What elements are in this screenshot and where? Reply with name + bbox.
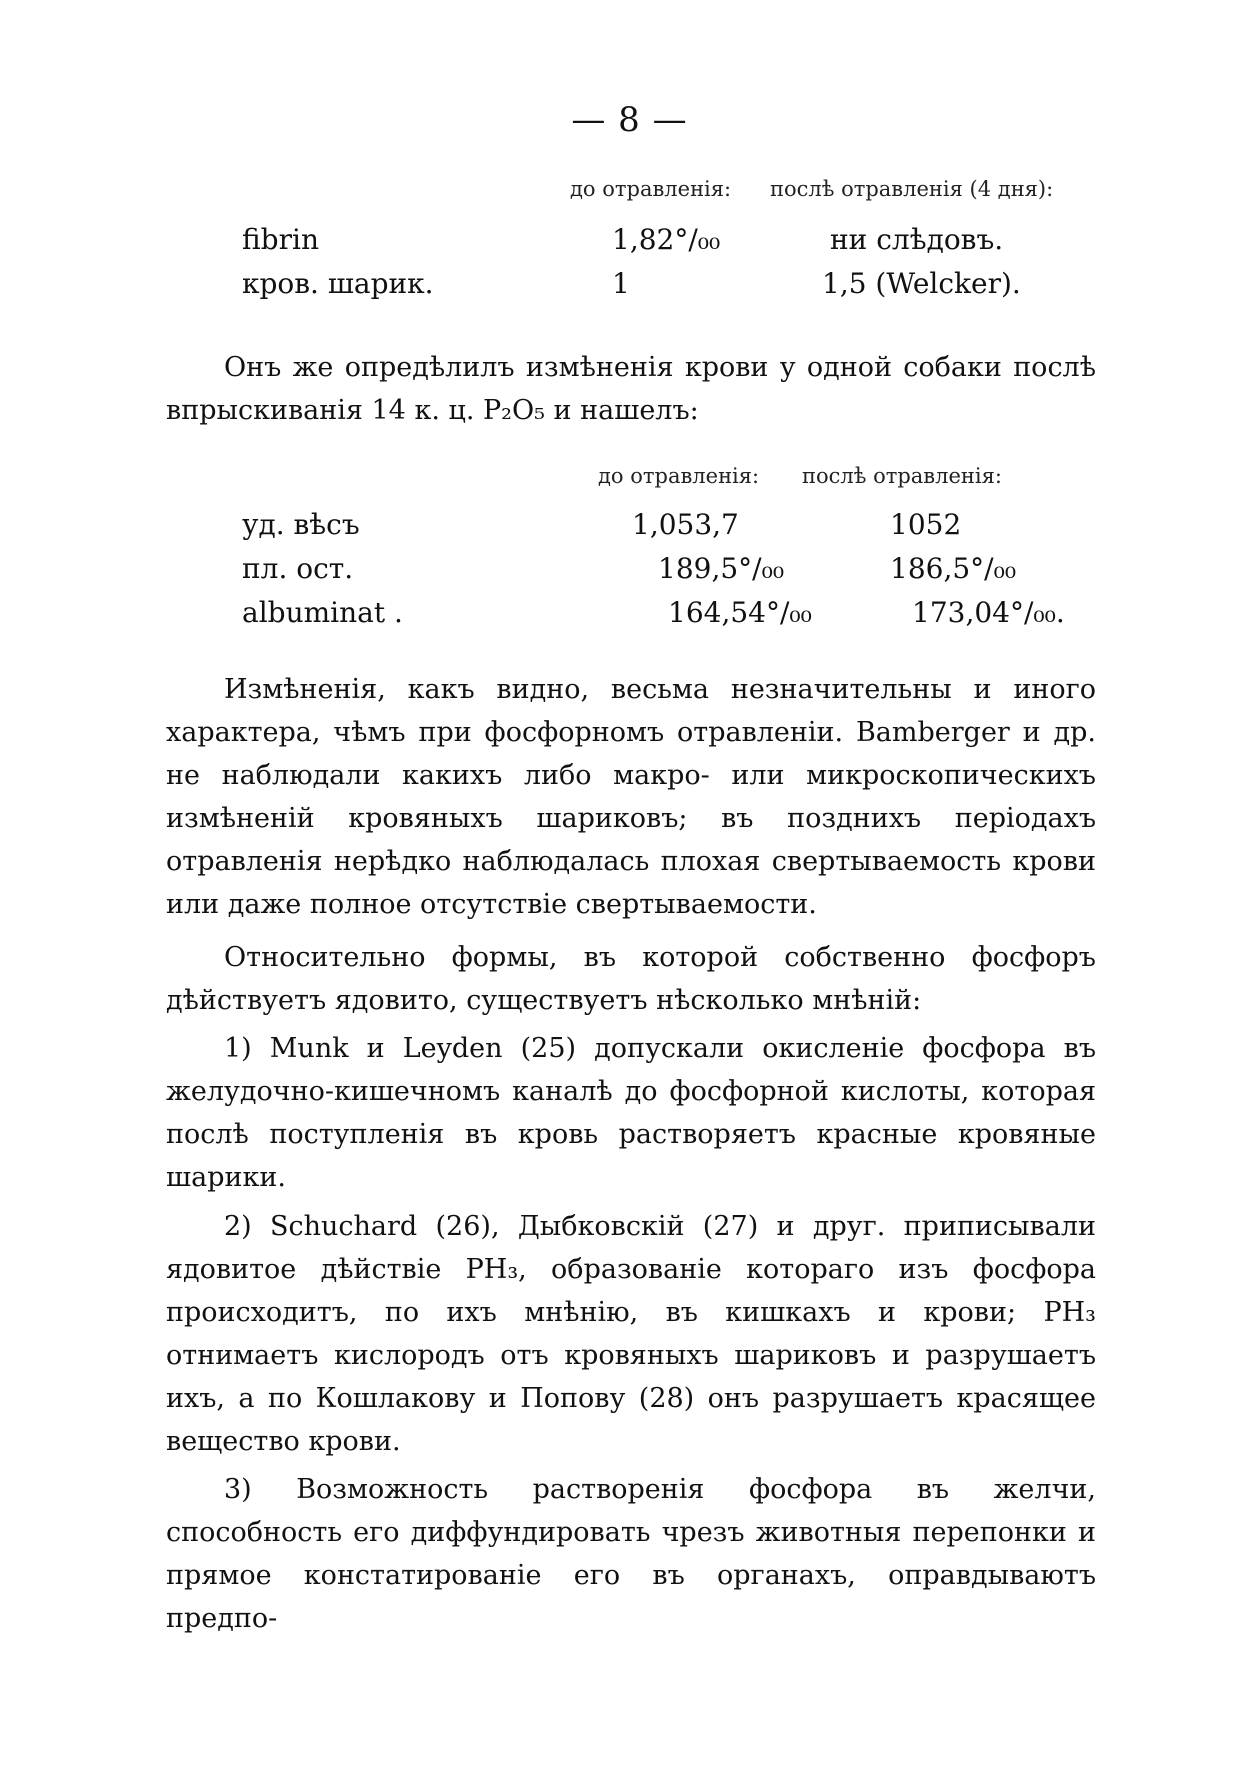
paragraph-item-3: 3) Возможность растворенія фосфора въ желчи, способность его диффундировать чрезъ животныя перепонки и прямое констатированіе его въ органахъ, оправдываютъ предпо- — [166, 1474, 1096, 1634]
table1-row-after: 1,5 (Welcker). — [822, 267, 1021, 300]
table2-row-after: 1052 — [890, 508, 962, 541]
table2-row-after: 186,5°/₀₀ — [890, 552, 1017, 585]
table2-row-label: пл. ост. — [242, 552, 354, 585]
paragraph-item-2: 2) Schuchard (26), Дыбковскій (27) и друг. приписывали ядовитое дѣйствіе PH₃, образованіе котораго изъ фосфора происходитъ, по ихъ мнѣнію, въ кишкахъ и крови; PH₃ отнимаетъ кислородъ отъ кровяныхъ шариковъ и разрушаетъ ихъ, а по Кошлакову и Попову (28) онъ разрушаетъ красящее вещество крови. — [166, 1211, 1096, 1457]
table1-header-after: послѣ отравленія (4 дня): — [770, 177, 1054, 201]
table2-header-before: до отравленія: — [598, 464, 760, 488]
paragraph-forms: Относительно формы, въ которой собственно фосфоръ дѣйствуетъ ядовито, существуетъ нѣсколько мнѣній: — [166, 942, 1096, 1016]
table2-row-before: 189,5°/₀₀ — [658, 552, 785, 585]
table2-header-after: послѣ отравленія: — [802, 464, 1002, 488]
formula-p2o5: P₂O₅ — [483, 395, 545, 426]
table1-row — [0, 223, 1259, 263]
table1-row-before: 1,82°/₀₀ — [612, 223, 721, 256]
table2-row-after: 173,04°/₀₀. — [912, 596, 1065, 629]
table2-row-label: albuminat . — [242, 596, 403, 629]
intro-paragraph — [166, 346, 1096, 432]
table1-row-before: 1 — [612, 267, 630, 300]
table1-header-before: до отравленія: — [570, 177, 732, 201]
page-number: — 8 — — [571, 100, 688, 140]
table1-row-label: fibrin — [242, 223, 319, 256]
table2-row-label: уд. вѣсъ — [242, 508, 360, 541]
table1-row-label: кров. шарик. — [242, 267, 434, 300]
paragraph-changes: Измѣненія, какъ видно, весьма незначительны и иного характера, чѣмъ при фосфорномъ отравленіи. Bamberger и др. не наблюдали какихъ либо макро- или микроскопическихъ измѣненій кровяныхъ шариковъ; въ позднихъ періодахъ отравленія нерѣдко наблюдалась плохая свертываемость крови или даже полное отсутствіе свертываемости. — [166, 674, 1096, 920]
table1-row-after: ни слѣдовъ. — [830, 223, 1004, 256]
table2-row — [0, 508, 1259, 548]
paragraph-item-1: 1) Munk и Leyden (25) допускали окисленіе фосфора въ желудочно-кишечномъ каналѣ до фосфорной кислоты, которая послѣ поступленія въ кровь растворяетъ красные кровяные шарики. — [166, 1033, 1096, 1193]
table1-row — [0, 267, 1259, 307]
intro-text: Онъ же опредѣлилъ измѣненія крови у одной собаки послѣ впрыскиванія 14 к. ц. — [166, 352, 1096, 426]
intro-text-end: и нашелъ: — [544, 395, 699, 426]
table2-row — [0, 552, 1259, 592]
table2-row — [0, 596, 1259, 636]
table2-row-before: 164,54°/₀₀ — [668, 596, 812, 629]
table2-row-before: 1,053,7 — [632, 508, 739, 541]
